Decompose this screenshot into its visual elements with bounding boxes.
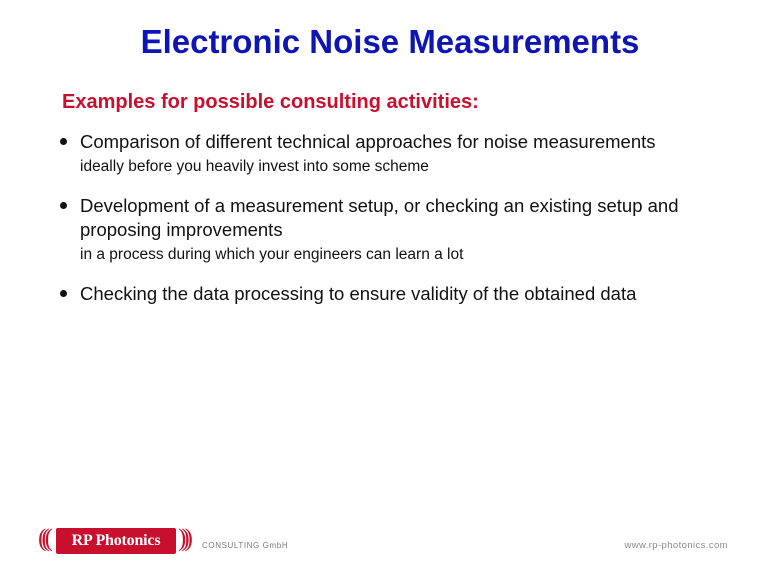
consulting-label: CONSULTING GmbH xyxy=(202,541,289,550)
slide-title: Electronic Noise Measurements xyxy=(140,23,640,60)
website-url: www.rp-photonics.com xyxy=(624,540,728,551)
bullet-main-text: Development of a measurement setup, or checking an existing setup and proposing improvements xyxy=(80,195,679,240)
slide-subtitle: Examples for possible consulting activities: xyxy=(62,91,479,113)
bullet-sub-text: ideally before you heavily invest into some scheme xyxy=(80,158,429,175)
bullet-dot-icon xyxy=(60,138,67,145)
bullet-dot-icon xyxy=(60,202,67,209)
footer xyxy=(0,522,780,558)
bullet-dot-icon xyxy=(60,290,67,297)
logo-right-brackets-icon: ))) xyxy=(178,525,188,552)
logo-text: RP Photonics xyxy=(71,532,161,549)
bullet-sub-text: in a process during which your engineers can learn a lot xyxy=(80,246,464,263)
rp-photonics-logo xyxy=(56,528,176,554)
bullet-main-text: Checking the data processing to ensure validity of the obtained data xyxy=(80,283,637,304)
logo-left-brackets-icon: ((( xyxy=(38,525,48,552)
bullet-main-text: Comparison of different technical approaches for noise measurements xyxy=(80,131,656,152)
